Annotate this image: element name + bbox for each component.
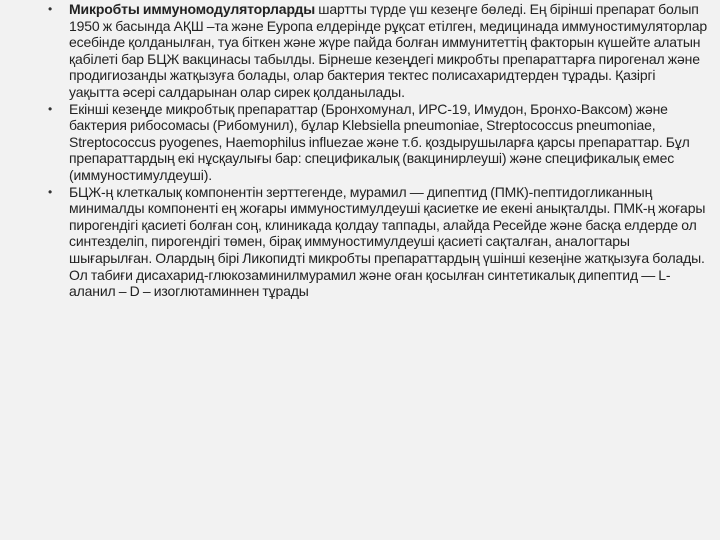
paragraph-text: БЦЖ-ң клеткалық компонентін зерттегенде, мурамил — дипептид (ПМК)-пептидогликанның минималды компоненті ең жоғары иммуностимулдеуші қасиетке ие екені анықталды. ПМК-ң жоғары пирогендігі қасиеті болған соң, клиникада қолдау таппады, алайда Ресейде және басқа елдерде ол синтезделіп, пирогендігі төмен, бірақ иммуностимулдеуші қасиеті сақталған, аналогтары шығарылған. Олардың бірі Ликопидті микробты препараттардың үшінші кезеңіне жатқызуға болады. Ол табиғи дисахарид-глюкозаминилмурамил және оған қосылған синтетикалық дипептид — L-аланил – D – изоглютаминнен тұрады xyxy=(69,183,706,300)
bullet-icon: • xyxy=(48,2,53,16)
paragraph-text: шартты түрде үш кезеңге бөледі. Ең бірінші препарат болып 1950 ж басында АҚШ –та және Еуропа елдерінде рұқсат етілген, медицинада иммуностимуляторлар есебінде қолданылған, туа біткен және жүре пайда болған иммунитеттің факторын күшейте алатын қабілеті бар БЦЖ вакцинасы табылды. Бірнеше кезеңдегі микробты препараттарға пирогенал және продигиозанды жатқызуға болады, олар бактерия тектес полисахаридтерден тұрады. Қазіргі уақытта әсері салдарынан олар сирек қолданылады. xyxy=(69,1,708,100)
list-item xyxy=(48,184,708,300)
bullet-icon: • xyxy=(48,184,53,199)
bold-term: Микробты иммуномодуляторларды xyxy=(69,1,316,17)
bullet-list xyxy=(48,1,708,300)
list-item xyxy=(48,1,708,101)
paragraph-text: Екінші кезеңде микробтық препараттар (Бронхомунал, ИРС-19, Имудон, Бронхо-Ваксом) және бактерия рибосомасы (Рибомунил), бұлар Klebsiella pneumoniae, Streptococcus pneumoniae, Streptococcus pyogenes, Haemophilus influezae және т.б. қоздырушыларға қарсы препараттар. Бұл препараттардың екі нұсқаулығы бар: спецификалық (вакцинирлеуші) және спецификалық емес (иммуностимулдеуші). xyxy=(69,100,690,183)
bullet-icon: • xyxy=(48,101,53,116)
list-item xyxy=(48,101,708,184)
